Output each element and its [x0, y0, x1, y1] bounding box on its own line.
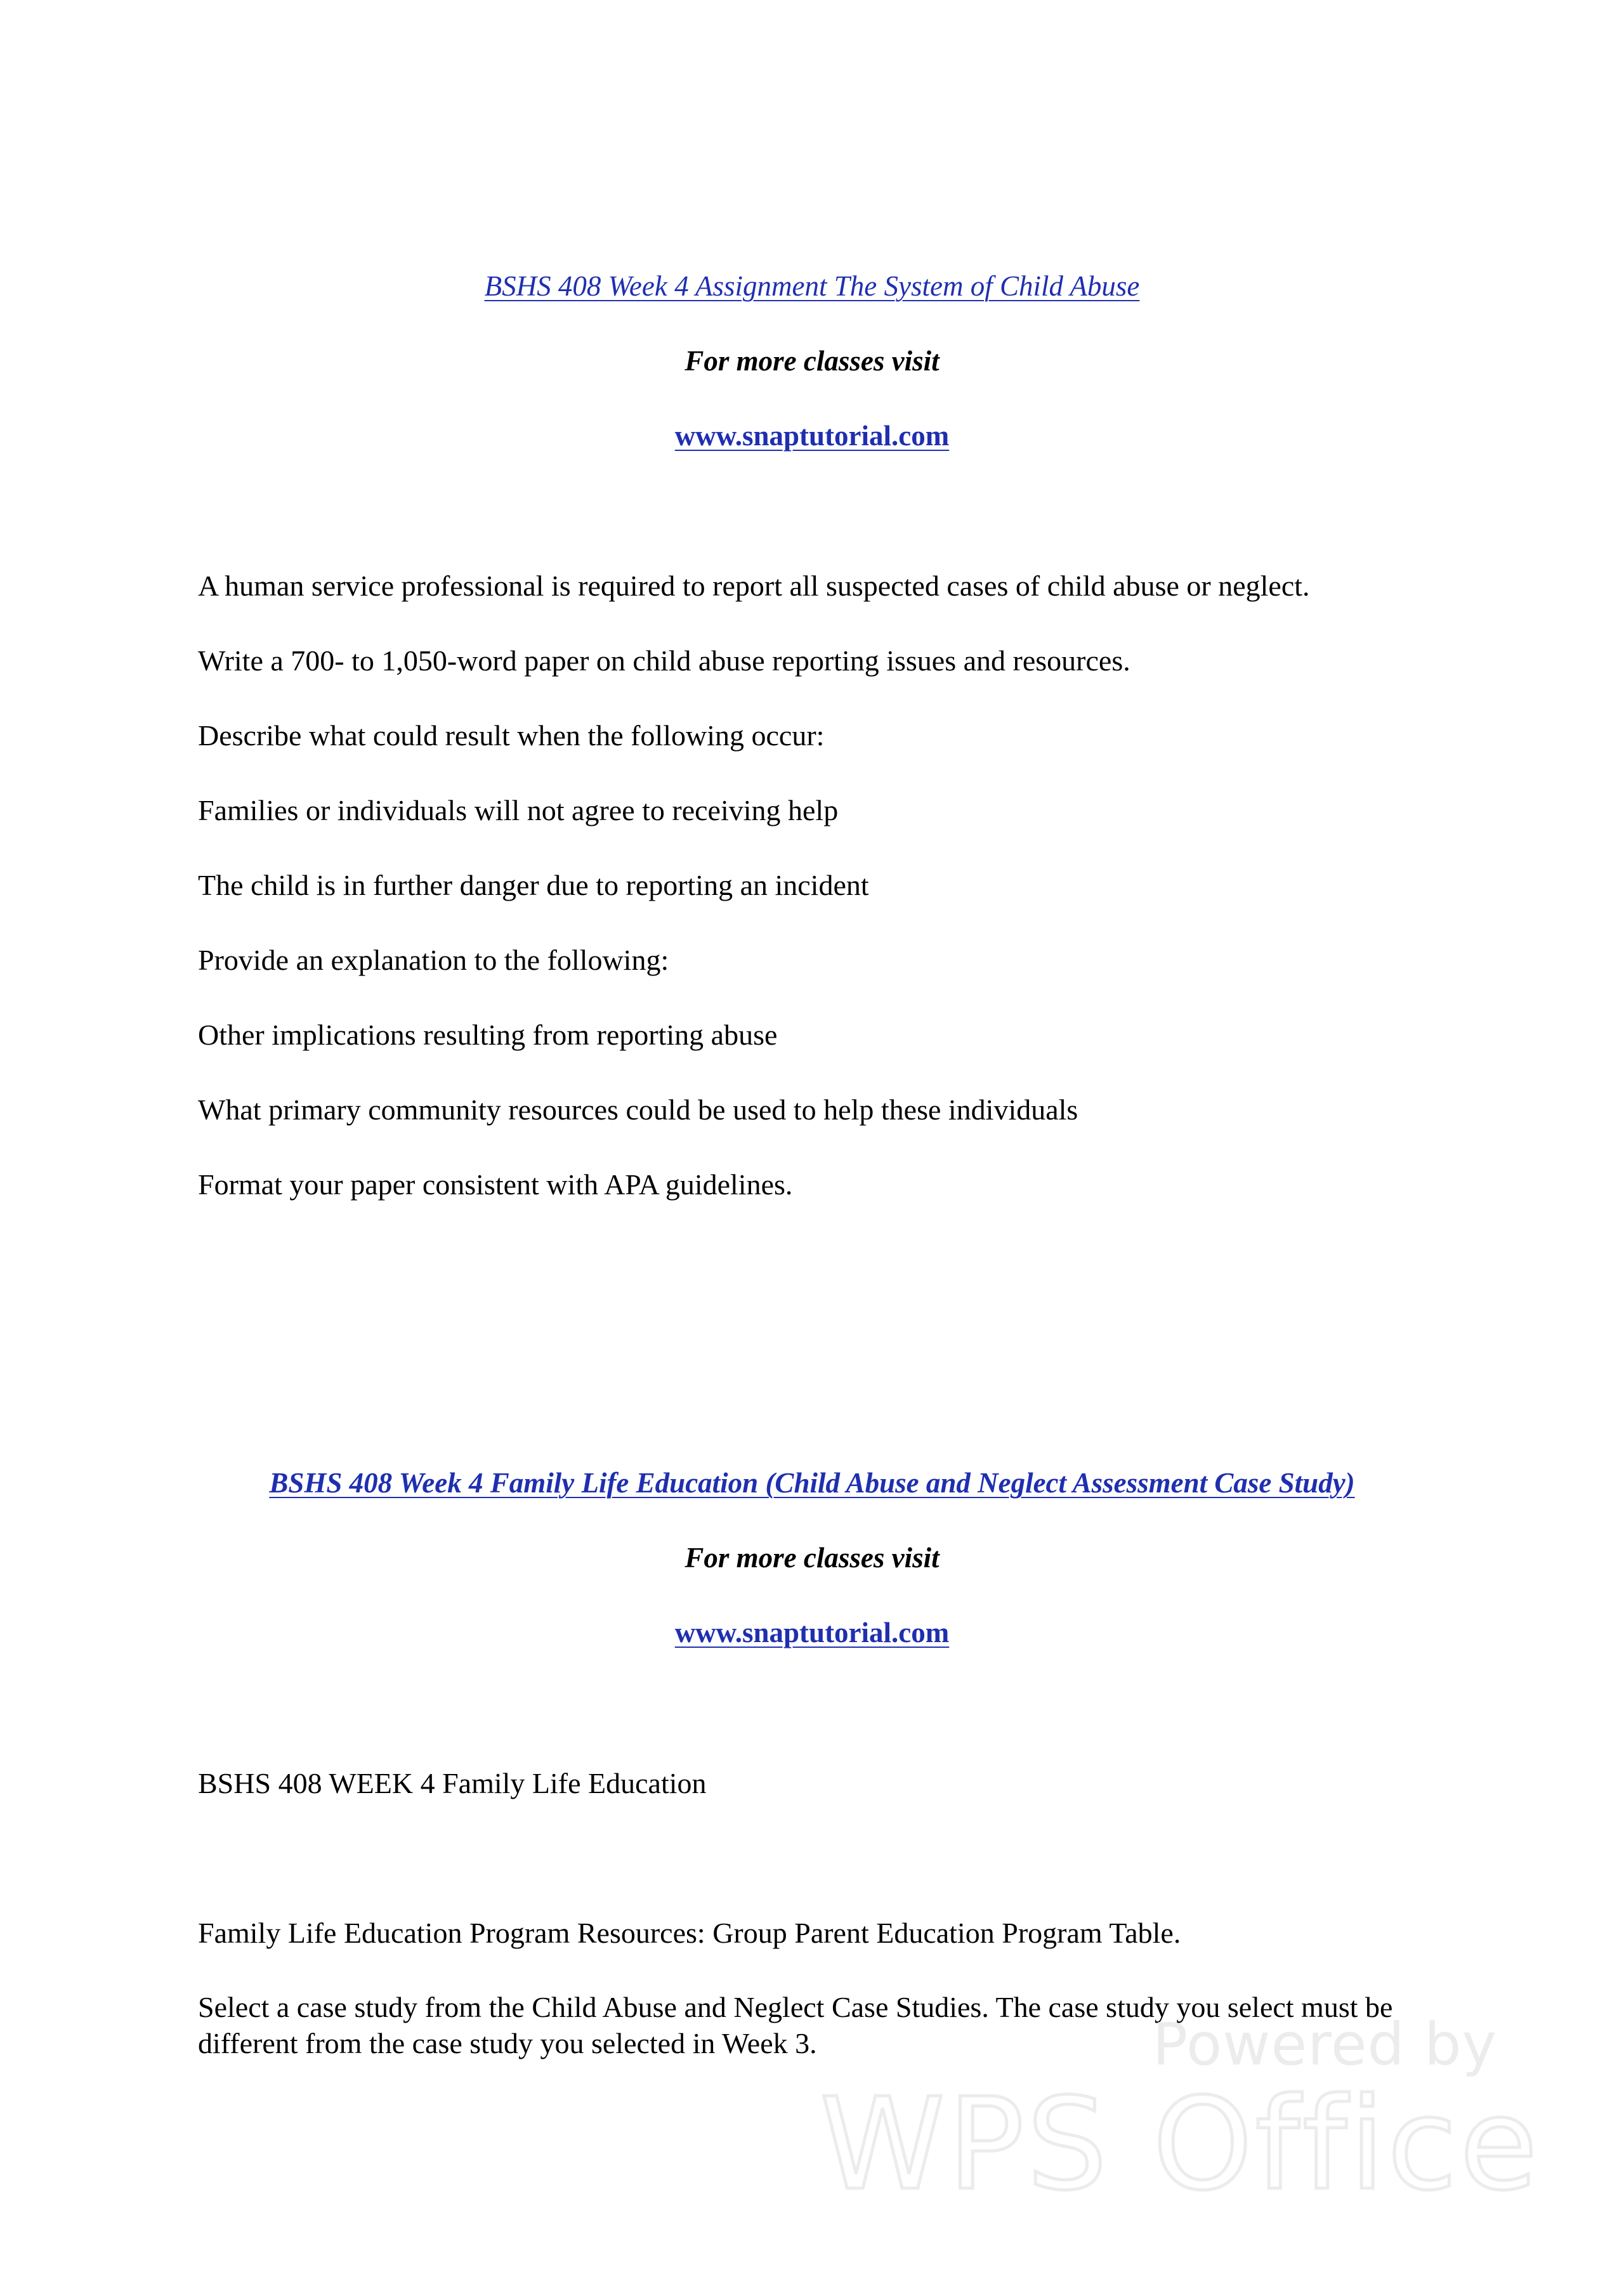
section1-title-line — [0, 270, 1624, 303]
section1-site-line — [0, 419, 1624, 452]
section2-site-line — [0, 1616, 1624, 1649]
wps-watermark — [820, 2011, 1540, 2219]
section1-title-link[interactable]: BSHS 408 Week 4 Assignment The System of Child Abuse — [484, 270, 1140, 302]
section1-line-8: What primary community resources could be used to help these individuals — [198, 1093, 1078, 1126]
section1-site-link[interactable]: www.snaptutorial.com — [674, 420, 950, 452]
section2-title-line — [0, 1466, 1624, 1499]
section1-line-9: Format your paper consistent with APA guidelines. — [198, 1168, 793, 1201]
section2-visit-label: For more classes visit — [684, 1542, 940, 1574]
section2-heading: BSHS 408 WEEK 4 Family Life Education — [198, 1767, 707, 1799]
section2-site-link[interactable]: www.snaptutorial.com — [674, 1617, 950, 1648]
section1-line-4: Families or individuals will not agree to receiving help — [198, 794, 839, 826]
section2-visit-line — [0, 1541, 1624, 1574]
watermark-brand: WPS Office — [820, 2071, 1540, 2219]
section1-line-1: A human service professional is required to report all suspected cases of child abuse or neglect. — [198, 570, 1310, 602]
section1-visit-line — [0, 344, 1624, 377]
section1-visit-label: For more classes visit — [684, 345, 940, 377]
watermark-powered-by: Powered by — [1152, 2011, 1497, 2078]
section2-title-link[interactable]: BSHS 408 Week 4 Family Life Education (Child Abuse and Neglect Assessment Case Study) — [269, 1467, 1355, 1499]
section1-line-6: Provide an explanation to the following: — [198, 944, 669, 976]
section2-resources: Family Life Education Program Resources: Group Parent Education Program Table. — [198, 1917, 1181, 1949]
section1-line-2: Write a 700- to 1,050-word paper on child abuse reporting issues and resources. — [198, 644, 1130, 677]
section1-line-7: Other implications resulting from reporting abuse — [198, 1019, 778, 1051]
section1-line-3: Describe what could result when the following occur: — [198, 719, 825, 752]
section1-line-5: The child is in further danger due to reporting an incident — [198, 869, 869, 901]
wps-office-logo — [820, 2068, 1540, 2219]
section2-case-study: Select a case study from the Child Abuse and Neglect Case Studies. The case study you select must be different from the case study you selected in Week 3. — [198, 1991, 1393, 2059]
